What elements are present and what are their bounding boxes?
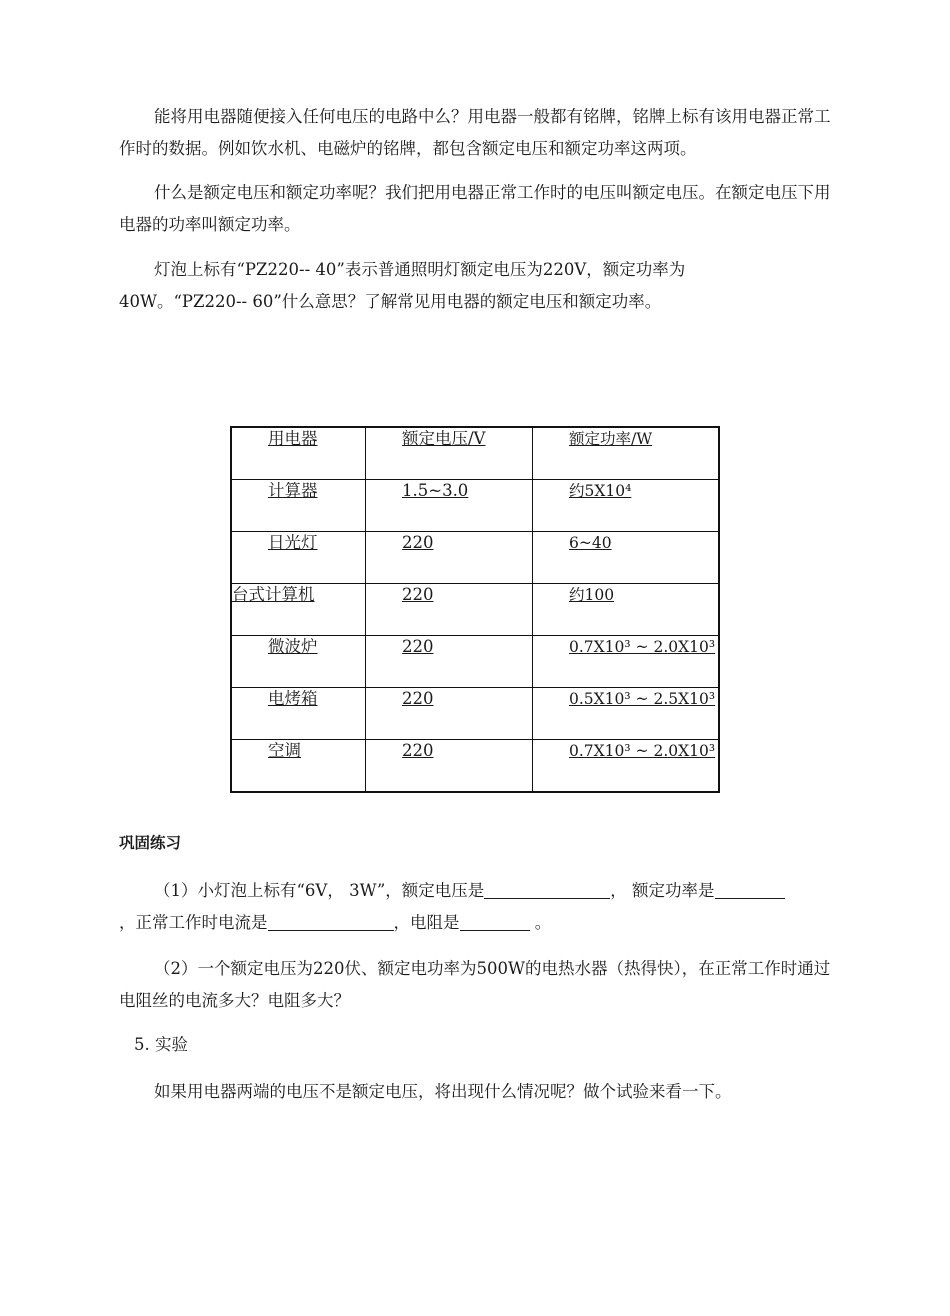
current-blank[interactable]	[268, 912, 394, 931]
rated-power-blank[interactable]	[715, 880, 785, 899]
cell-voltage: 220	[402, 585, 434, 604]
exercise-question-1-line-1	[119, 875, 831, 907]
cell-appliance: 日光灯	[268, 533, 318, 552]
q1-text-e: 。	[534, 913, 552, 932]
q1-text-b: ， 额定功率是	[610, 881, 715, 900]
paragraph-bulb-line-1: 灯泡上标有“PZ220-- 40”表示普通照明灯额定电压为220V，额定功率为	[154, 260, 686, 279]
cell-appliance: 空调	[268, 741, 301, 760]
table-row	[231, 584, 719, 636]
table-row	[231, 532, 719, 584]
cell-power: 约5X10⁴	[569, 482, 632, 500]
cell-power: 0.7X10³ ~ 2.0X10³	[569, 742, 716, 760]
table-row	[231, 740, 719, 793]
table-row	[231, 688, 719, 740]
cell-appliance: 电烤箱	[268, 689, 318, 708]
exercise-question-2: （2）一个额定电压为220伏、额定电功率为500W的电热水器（热得快），在正常工作时通过电阻丝的电流多大？电阻多大？	[119, 959, 831, 1010]
exercise-question-1-line-2	[119, 907, 831, 939]
paragraph-bulb-line-2: 40W。“PZ220-- 60”什么意思？了解常见用电器的额定电压和额定功率。	[119, 292, 662, 311]
cell-appliance: 台式计算机	[232, 585, 315, 604]
rated-voltage-blank[interactable]	[484, 880, 610, 899]
cell-power: 6~40	[569, 534, 612, 552]
cell-voltage: 220	[402, 689, 434, 708]
cell-voltage: 1.5~3.0	[402, 481, 469, 500]
table-row	[231, 480, 719, 532]
cell-power: 约100	[569, 586, 615, 604]
resistance-blank[interactable]	[460, 912, 530, 931]
cell-voltage: 220	[402, 741, 434, 760]
q1-text-d: ，电阻是	[393, 913, 460, 932]
q1-text-c: ，正常工作时电流是	[119, 913, 268, 932]
header-appliance: 用电器	[268, 429, 318, 448]
table-header-row	[231, 427, 719, 480]
paragraph-nameplate: 能将用电器随便接入任何电压的电路中么？用电器一般都有铭牌，铭牌上标有该用电器正常工作时的数据。例如饮水机、电磁炉的铭牌，都包含额定电压和额定功率这两项。	[119, 107, 831, 158]
appliance-rating-table	[230, 426, 720, 793]
cell-voltage: 220	[402, 533, 434, 552]
cell-power: 0.7X10³ ~ 2.0X10³	[569, 638, 716, 656]
cell-appliance: 计算器	[268, 481, 318, 500]
header-power: 额定功率/W	[569, 430, 653, 448]
header-voltage: 额定电压/V	[402, 429, 486, 448]
paragraph-rated-definition: 什么是额定电压和额定功率呢？我们把用电器正常工作时的电压叫额定电压。在额定电压下用电器的功率叫额定功率。	[119, 183, 831, 234]
cell-voltage: 220	[402, 637, 434, 656]
q1-text-a: （1）小灯泡上标有“6V， 3W”，额定电压是	[154, 881, 485, 900]
table-row	[231, 636, 719, 688]
cell-power: 0.5X10³ ~ 2.5X10³	[569, 690, 716, 708]
exercise-heading: 巩固练习	[119, 834, 182, 852]
experiment-heading: 5. 实验	[134, 1035, 188, 1054]
cell-appliance: 微波炉	[268, 637, 318, 656]
experiment-text: 如果用电器两端的电压不是额定电压，将出现什么情况呢？做个试验来看一下。	[154, 1082, 732, 1101]
